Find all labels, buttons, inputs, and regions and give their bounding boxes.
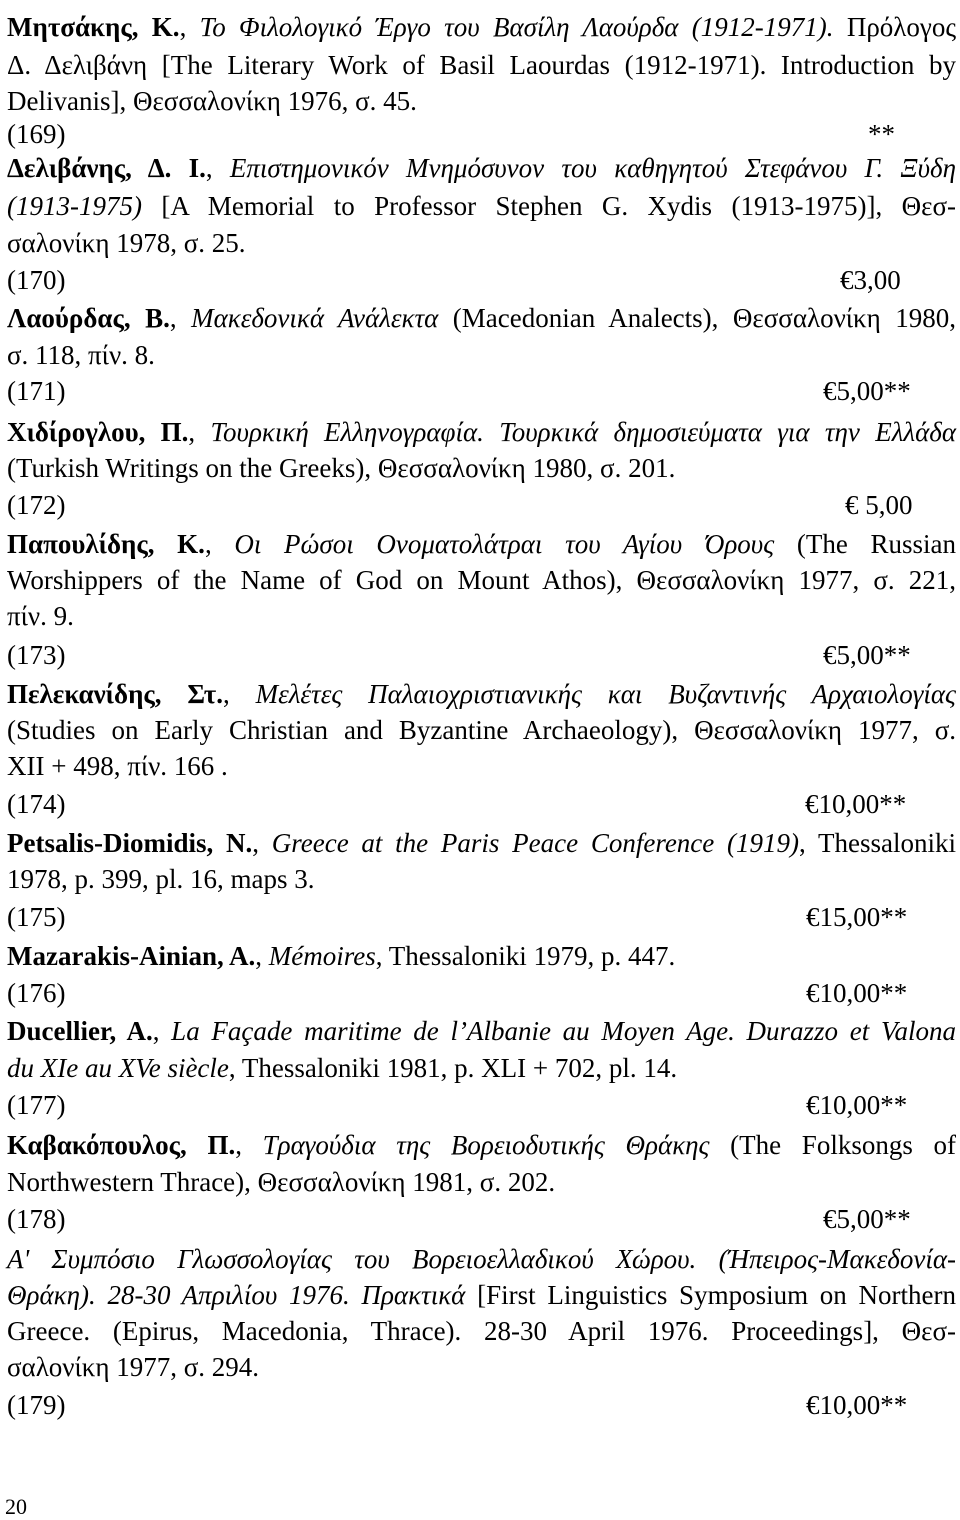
entry-title: Θράκη). 28-30 Απριλίου 1976. Πρακτικά xyxy=(7,1280,466,1310)
entry-number-row xyxy=(7,373,956,409)
entry-title: Α' Συμπόσιο Γλωσσολογίας του Βορειοελλαδικού Χώρου. (Ήπειρος-Μακεδονία- xyxy=(7,1244,956,1274)
entry-number: (174) xyxy=(7,789,66,819)
entry-price: €10,00** xyxy=(806,978,908,1008)
entry-author: Καβακόπουλος, Π. xyxy=(7,1130,236,1160)
entry-line xyxy=(7,562,956,598)
entry-author: Δελιβάνης, Δ. Ι. xyxy=(7,153,206,183)
entry-text: Worshippers of the Name of God on Mount Athos), Θεσσαλονίκη 1977, σ. 221, xyxy=(7,565,956,595)
entry-price: €5,00** xyxy=(823,376,911,406)
entry-text: σαλονίκη 1978, σ. 25. xyxy=(7,228,246,258)
entry-line xyxy=(7,300,956,336)
page-number: 20 xyxy=(5,1494,27,1519)
entry-title: Το Φιλολογικό Έργο του Βασίλη Λαούρδα (1912-1971). xyxy=(199,12,834,42)
entry-text: (Macedonian Analects), Θεσσαλονίκη 1980, xyxy=(438,303,957,333)
entry-text: [First Linguistics Symposium on Northern xyxy=(465,1280,957,1310)
entry-line xyxy=(7,861,956,897)
entry-line xyxy=(7,47,956,83)
entry-price: €3,00 xyxy=(840,265,901,295)
entry-title: Τουρκική Ελληνογραφία. Τουρκικά δημοσιεύματα για την Ελλάδα xyxy=(210,417,956,447)
entry-text: , xyxy=(222,679,256,709)
entry-text: (Studies on Early Christian and Byzantine Archaeology), Θεσσαλονίκη 1977, σ. xyxy=(7,715,956,745)
entry-text: Πρόλογος xyxy=(833,12,957,42)
entry-title: (1913-1975) xyxy=(7,191,142,221)
entry-number: (179) xyxy=(7,1390,66,1420)
entry-number: (173) xyxy=(7,640,66,670)
entry-number-row xyxy=(7,1387,956,1423)
entry-line xyxy=(7,1349,956,1385)
entry-number: (176) xyxy=(7,978,66,1008)
entry-number: (178) xyxy=(7,1204,66,1234)
entry-text: , Thessaloniki xyxy=(799,828,956,858)
entry-title: Μελέτες Παλαιοχριστιανικής και Βυζαντινής Αρχαιολογίας xyxy=(255,679,956,709)
entry-price: €5,00** xyxy=(823,640,911,670)
entry-number-row xyxy=(7,975,956,1011)
entry-line xyxy=(7,337,956,373)
entry-text: 1978, p. 399, pl. 16, maps 3. xyxy=(7,864,315,894)
entry-price: €10,00** xyxy=(806,1390,908,1420)
entry-line xyxy=(7,150,956,186)
entry-text: , xyxy=(152,1016,172,1046)
entry-line xyxy=(7,83,956,119)
entry-title: Greece at the Paris Peace Conference (1919) xyxy=(271,828,799,858)
entry-number-row xyxy=(7,262,956,298)
entry-text: σ. 118, πίν. 8. xyxy=(7,340,155,370)
entry-number: (170) xyxy=(7,265,66,295)
entry-number-row xyxy=(7,487,956,523)
entry-text: (The Russian xyxy=(774,529,957,559)
entry-title: Μακεδονικά Ανάλεκτα xyxy=(191,303,439,333)
entry-text: , xyxy=(179,12,200,42)
entry-title: du XIe au XVe siècle xyxy=(7,1053,229,1083)
entry-author: Petsalis-Diomidis, N. xyxy=(7,828,253,858)
entry-title: Οι Ρώσοι Ονοματολάτραι του Αγίου Όρους xyxy=(234,529,775,559)
entry-author: Μητσάκης, Κ. xyxy=(7,12,180,42)
entry-price: ** xyxy=(868,119,895,149)
entry-line xyxy=(7,1164,956,1200)
entry-number-row xyxy=(7,116,956,152)
entry-author: Πελεκανίδης, Στ. xyxy=(7,679,223,709)
entry-text: (The Folksongs of xyxy=(709,1130,956,1160)
entry-author: Mazarakis-Ainian, A. xyxy=(7,941,256,971)
entry-line xyxy=(7,450,956,486)
entry-text: , xyxy=(205,153,230,183)
entry-line xyxy=(7,414,956,450)
entry-text: , xyxy=(255,941,269,971)
entry-title: Mémoires xyxy=(268,941,376,971)
entry-line xyxy=(7,9,956,45)
entry-text: , xyxy=(169,303,192,333)
entry-price: € 5,00 xyxy=(845,490,913,520)
entry-line xyxy=(7,1013,956,1049)
entry-number: (171) xyxy=(7,376,66,406)
entry-number-row xyxy=(7,1201,956,1237)
entry-author: Παπουλίδης, Κ. xyxy=(7,529,205,559)
entry-line xyxy=(7,1313,956,1349)
entry-line xyxy=(7,1050,956,1086)
entry-text: Delivanis], Θεσσαλονίκη 1976, σ. 45. xyxy=(7,86,417,116)
entry-line xyxy=(7,598,956,634)
entry-price: €5,00** xyxy=(823,1204,911,1234)
entry-line xyxy=(7,748,956,784)
entry-text: Δ. Δελιβάνη [The Literary Work of Basil Laourdas (1912-1971). Introduction by xyxy=(7,50,956,80)
entry-text: , Thessaloniki 1979, p. 447. xyxy=(375,941,676,971)
entry-text: , xyxy=(204,529,235,559)
entry-title: La Façade maritime de l’Albanie au Moyen Age. Durazzo et Valona xyxy=(171,1016,956,1046)
entry-number-row xyxy=(7,786,956,822)
entry-text: σαλονίκη 1977, σ. 294. xyxy=(7,1352,260,1382)
entry-line xyxy=(7,188,956,224)
entry-number: (177) xyxy=(7,1090,66,1120)
entry-line xyxy=(7,1277,956,1313)
entry-text: , Thessaloniki 1981, p. XLI + 702, pl. 14. xyxy=(228,1053,678,1083)
entry-line xyxy=(7,938,956,974)
entry-title: Τραγούδια της Βορειοδυτικής Θράκης xyxy=(262,1130,710,1160)
entry-number: (172) xyxy=(7,490,66,520)
entry-title: Επιστημονικόν Μνημόσυνον του καθηγητού Στεφάνου Γ. Ξύδη xyxy=(229,153,957,183)
entry-text: (Turkish Writings on the Greeks), Θεσσαλονίκη 1980, σ. 201. xyxy=(7,453,676,483)
entry-line xyxy=(7,712,956,748)
entry-text: [A Memorial to Professor Stephen G. Xydis (1913-1975)], Θεσ- xyxy=(141,191,956,221)
entry-text: , xyxy=(252,828,272,858)
entry-line xyxy=(7,1241,956,1277)
entry-number-row xyxy=(7,637,956,673)
entry-number: (175) xyxy=(7,902,66,932)
entry-number-row xyxy=(7,1087,956,1123)
entry-price: €10,00** xyxy=(805,789,907,819)
entry-author: Ducellier, A. xyxy=(7,1016,153,1046)
entry-number-row xyxy=(7,899,956,935)
entry-line xyxy=(7,676,956,712)
entry-text: Greece. (Epirus, Macedonia, Thrace). 28-30 April 1976. Proceedings], Θεσ- xyxy=(7,1316,956,1346)
entry-text: XII + 498, πίν. 166 . xyxy=(7,751,228,781)
entry-line xyxy=(7,825,956,861)
entry-author: Λαούρδας, Β. xyxy=(7,303,170,333)
entry-text: πίν. 9. xyxy=(7,601,74,631)
entry-price: €15,00** xyxy=(806,902,908,932)
entry-line xyxy=(7,526,956,562)
entry-text: Northwestern Thrace), Θεσσαλονίκη 1981, σ. 202. xyxy=(7,1167,556,1197)
entry-line xyxy=(7,225,956,261)
entry-author: Χιδίρογλου, Π. xyxy=(7,417,189,447)
entry-text: , xyxy=(235,1130,263,1160)
entry-line xyxy=(7,1127,956,1163)
entry-price: €10,00** xyxy=(806,1090,908,1120)
entry-text: , xyxy=(188,417,211,447)
entry-number: (169) xyxy=(7,119,66,149)
